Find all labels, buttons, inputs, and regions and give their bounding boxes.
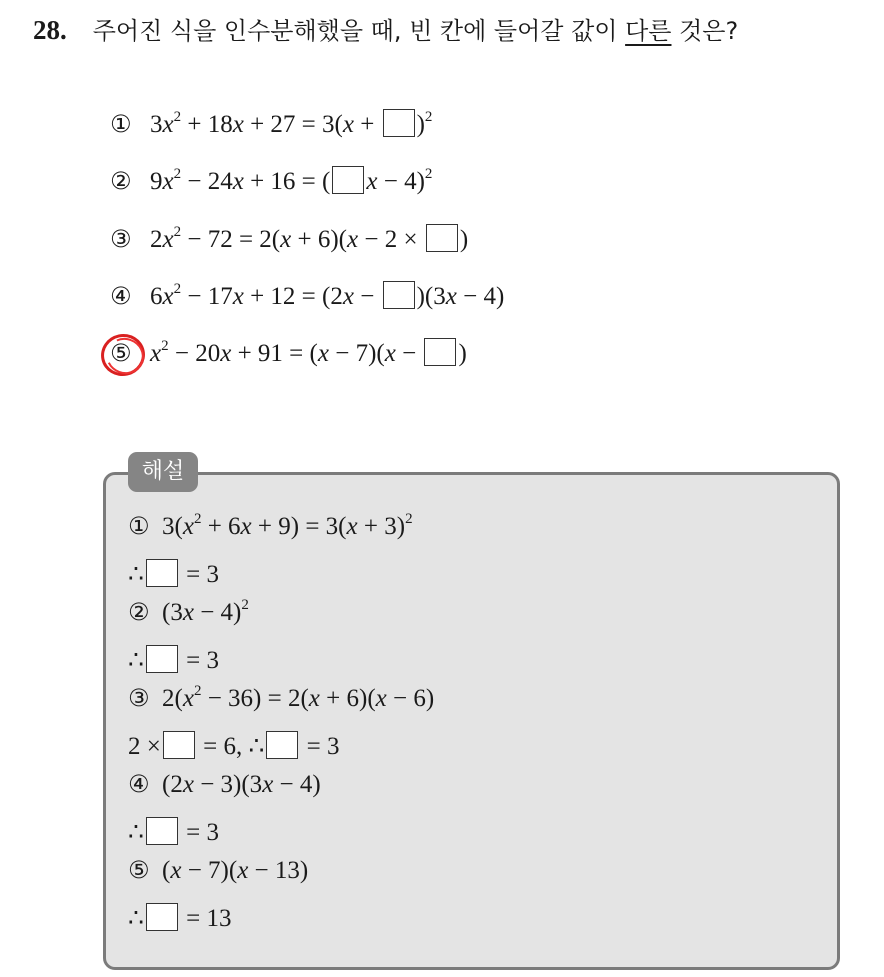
blank-box: [383, 281, 415, 309]
blank-box: [266, 731, 298, 759]
solution-line: ① $3(x^2 + 6x + 9) = 3(x + 3)^2$: [128, 511, 413, 540]
question-header: [33, 10, 738, 51]
solution-line: ② $(3x - 4)^2$: [128, 597, 249, 626]
blank-box: [146, 817, 178, 845]
question-number: 28.: [33, 15, 67, 45]
choice-marker: ④: [110, 282, 132, 310]
solution-line: ③ $2(x^2 - 36) = 2(x + 6)(x - 6)$: [128, 683, 435, 712]
choice-3[interactable]: [110, 222, 468, 257]
choice-5[interactable]: [110, 336, 467, 371]
choice-expression: $2x^2 - 72 = 2(x + 6)(x - 2$ × ): [150, 224, 469, 253]
solution-box: [103, 472, 840, 970]
choice-expression: $6x^2 - 17x + 12 = (2x - )(3x - 4)$: [150, 281, 505, 310]
solution-line: ⑤ (x − 7)(x − 13): [128, 856, 309, 884]
underlined-word: 다른: [625, 17, 672, 45]
solution-line: ∴ = 3: [128, 819, 220, 846]
blank-box: [146, 559, 178, 587]
blank-box: [426, 224, 458, 252]
choice-expression: $9x^2 - 24x + 16$ = ( x − 4)$^2$: [150, 166, 433, 195]
choice-2[interactable]: [110, 164, 432, 199]
choice-marker: ②: [110, 167, 132, 195]
blank-box: [424, 338, 456, 366]
blank-box: [163, 731, 195, 759]
choice-expression: $3x^2 + 18x + 27 = 3(x + )^2$: [150, 109, 433, 138]
question-text: 주어진 식을 인수분해했을 때, 빈 칸에 들어갈 값이 다른 것은?: [92, 17, 739, 45]
solution-line: ∴ = 13: [128, 905, 232, 932]
solution-line: 2 × = 6, ∴ = 3: [128, 733, 340, 760]
choice-expression: $x^2 - 20x + 91 = (x - 7)(x$ − ): [150, 338, 467, 367]
solution-line: ④ (2x − 3)(3x − 4): [128, 770, 321, 798]
choice-marker: ③: [110, 225, 132, 253]
blank-box: [146, 645, 178, 673]
choice-4[interactable]: [110, 279, 504, 314]
choice-marker: ⑤: [110, 339, 132, 367]
solution-tab: 해설: [128, 452, 198, 492]
blank-box: [146, 903, 178, 931]
blank-box: [383, 109, 415, 137]
choice-1[interactable]: [110, 107, 432, 142]
solution-line: ∴ = 3: [128, 561, 220, 588]
solution-line: ∴ = 3: [128, 647, 220, 674]
choice-marker: ①: [110, 110, 132, 138]
blank-box: [332, 166, 364, 194]
